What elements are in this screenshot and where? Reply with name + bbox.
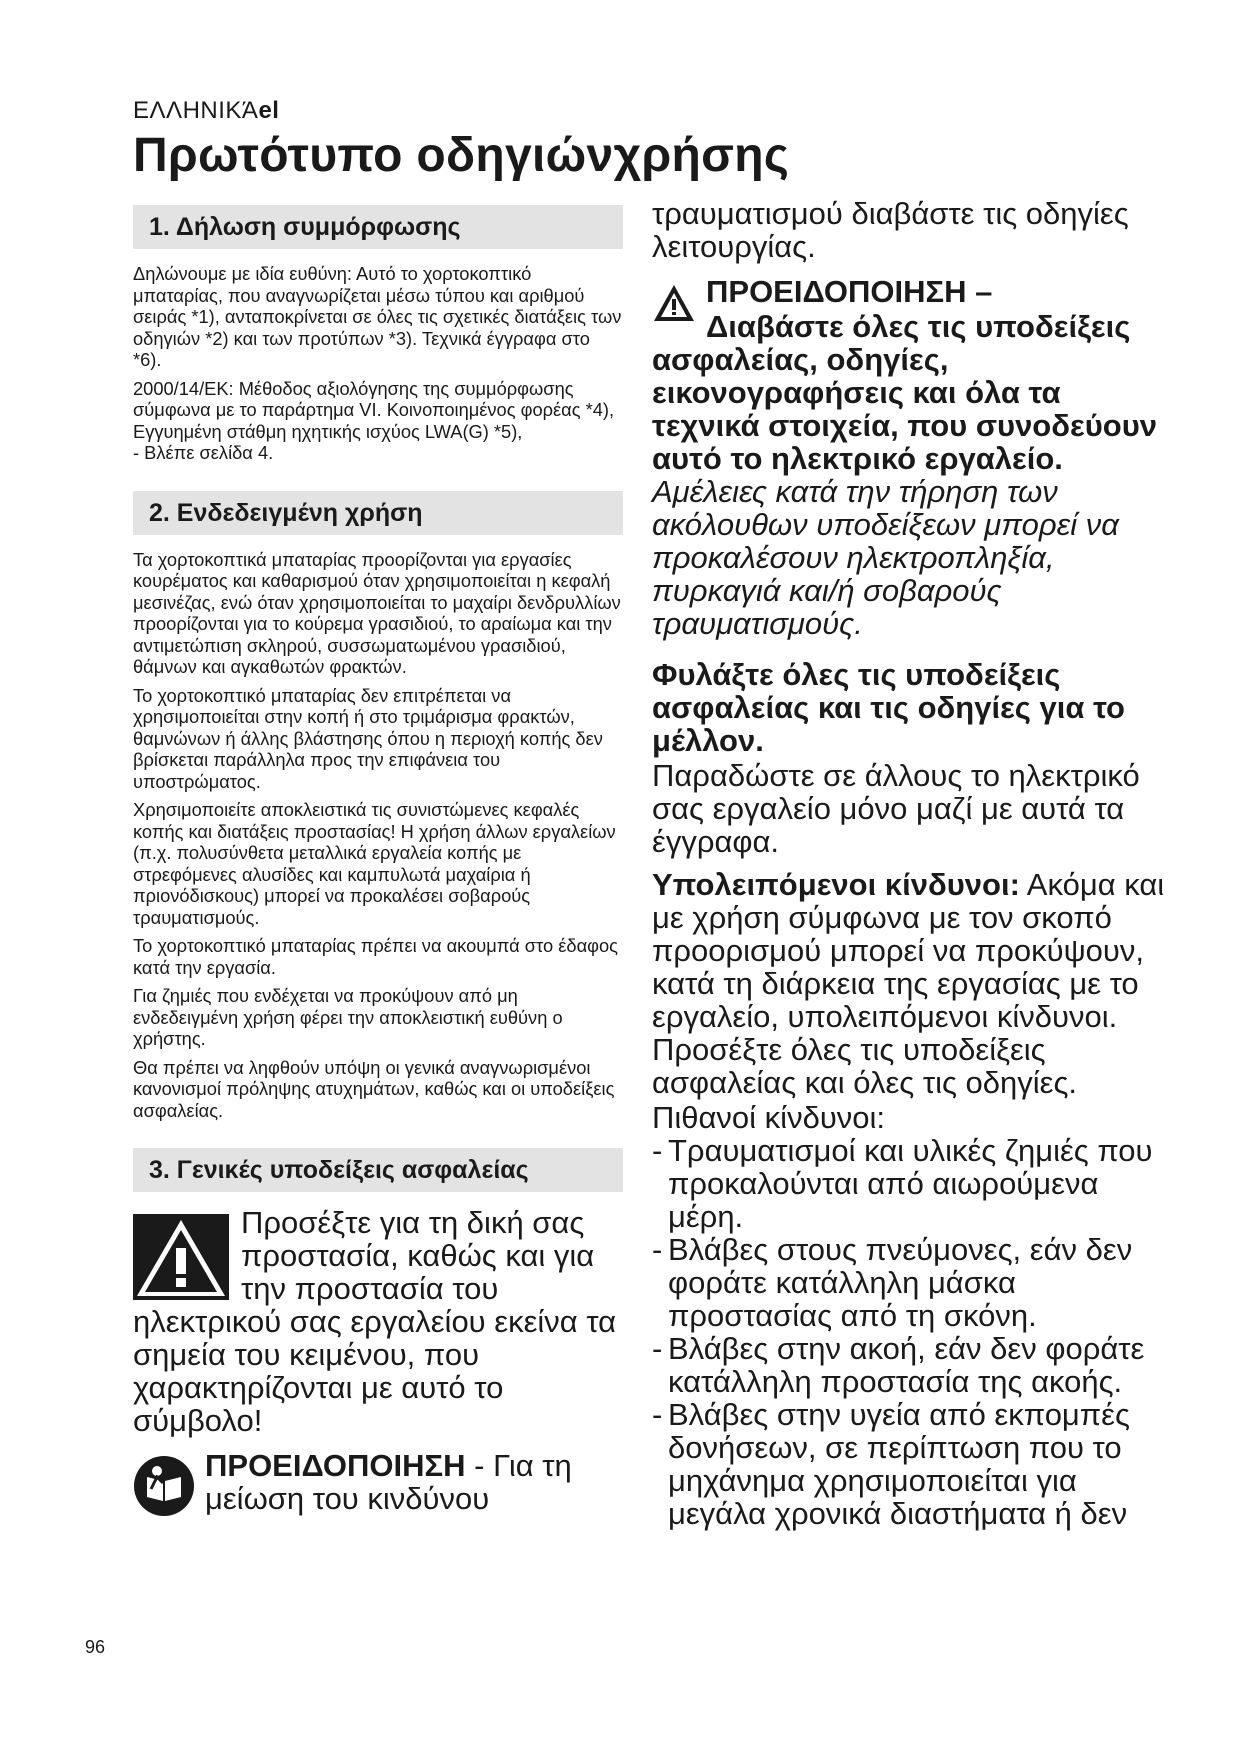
list-item: - Τραυματισμοί και υλικές ζημιές που προκαλούνται από αιωρούμενα μέρη.: [652, 1133, 1153, 1234]
paragraph: Το χορτοκοπτικό μπαταρίας δεν επιτρέπεται να χρησιμοποιείται στην κοπή ή στο τριμάρισμα φρακτών, θαμνώνων ή άλλης βλάστησης όπου η περιοχή κοπής δεν βρίσκεται παράλληλα προς την επιφάνεια του υποστρώματος.: [133, 684, 603, 792]
paragraph: Θα πρέπει να ληφθούν υπόψη οι γενικά αναγνωρισμένοι κανονισμοί πρόληψης ατυχημάτων, καθώς και οι υποδείξεις ασφαλείας.: [133, 1056, 615, 1121]
pass-on-text: Παραδώστε σε άλλους το ηλεκτρικό σας εργαλείο μόνο μαζί με αυτά τα έγγραφα.: [652, 758, 1140, 859]
warning-label: ΠΡΟΕΙΔΟΠΟΙΗΣΗ –: [706, 274, 993, 309]
paragraph: Δηλώνουμε με ιδία ευθύνη: Αυτό το χορτοκοπτικό μπαταρίας, που αναγνωρίζεται μέσω τύπου και αριθμού σειράς *1), ανταποκρίνεται σε όλες τις σχετικές διατάξεις των οδηγιών *2) και των προτύπων *3). Τεχνικά έγγραφα στο *6).: [133, 263, 622, 370]
paragraph: Τα χορτοκοπτικά μπαταρίας προορίζονται για εργασίες κουρέματος και καθαρισμού όταν χρησιμοποιείται η κεφαλή μεσινέζας, ενώ όταν χρησιμοποιείται το μαχαίρι δενδρυλλίων προορίζονται για το κούρεμα γρασιδιού, το αραίωμα και την αντιμετώπιση σκληρού, συσσωματωμένου γρασιδιού, θάμνων και αγκαθωτών φρακτών.: [133, 548, 621, 677]
continuation-text: τραυματισμού διαβάστε τις οδηγίες λειτουργίας.: [652, 196, 1129, 264]
paragraph: 2000/14/ΕΚ: Μέθοδος αξιολόγησης της συμμόρφωσης σύμφωνα με το παράρτημα VI. Κοινοποιημένος φορέας *4), Εγγυημένη στάθμη ηχητικής ισχύος LWA(G) *5),: [133, 377, 615, 442]
warning-italic-text: Αμέλειες κατά την τήρηση των ακόλουθων υποδείξεων μπορεί να προκαλέσουν ηλεκτροπληξία, πυρκαγιά και/ή σοβαρούς τραυματισμούς.: [652, 474, 1119, 641]
observe-text: Προσέξτε όλες τις υποδείξεις ασφαλείας και όλες τις οδηγίες.: [652, 1032, 1078, 1100]
language-code: el: [258, 97, 280, 124]
warning-symbol-text: Προσέξτε για τη δική σας προστασία, καθώς και για την προστασία του ηλεκτρικού σας εργαλείου εκείνα τα σημεία του κειμένου, που χαρακτηρίζονται με αυτό το σύμβολο!: [133, 1205, 617, 1438]
section-heading-3: 3. Γενικές υποδείξεις ασφαλείας: [133, 1148, 623, 1192]
danger-list: [652, 1134, 1172, 1530]
residual-risks-text: Ακόμα και με χρήση σύμφωνα με τον σκοπό προορισμού μπορεί να προκύψουν, κατά τη διάρκεια της εργασίας με το εργαλείο, υπολειπόμενοι κίνδυνοι.: [652, 867, 1165, 1034]
warning-symbol-note: [133, 1206, 623, 1437]
warning-triangle-icon: [652, 283, 696, 323]
paragraph: Για ζημιές που ενδέχεται να προκύψουν από μη ενδεδειγμένη χρήση φέρει την αποκλειστική ευθύνη ο χρήστης.: [133, 985, 563, 1049]
warning-bold-text: Διαβάστε όλες τις υποδείξεις ασφαλείας, οδηγίες, εικονογραφήσεις και όλα τα τεχνικά στοιχεία, που συνοδεύουν αυτό το ηλεκτρικό εργαλείο.: [652, 309, 1158, 476]
read-manual-icon: [133, 1455, 195, 1517]
list-item: - Βλάβες στην υγεία από εκπομπές δονήσεων, σε περίπτωση που το μηχάνημα χρησιμοποιείται για μεγάλα χρονικά διαστήματα ή δεν: [652, 1397, 1130, 1531]
section-heading-2: 2. Ενδεδειγμένη χρήση: [133, 491, 623, 535]
section-heading-1: 1. Δήλωση συμμόρφωσης: [133, 205, 623, 249]
warning-triangle-icon: [133, 1214, 229, 1300]
read-manual-note: [133, 1449, 623, 1517]
language-name: ΕΛΛΗΝΙΚΆ: [133, 97, 259, 124]
paragraph: Το χορτοκοπτικό μπαταρίας πρέπει να ακουμπά στο έδαφος κατά την εργασία.: [133, 935, 618, 978]
list-item: - Βλάβες στους πνεύμονες, εάν δεν φοράτε κατάλληλη μάσκα προστασίας από τη σκόνη.: [652, 1232, 1133, 1333]
possible-risks-label: Πιθανοί κίνδυνοι:: [652, 1100, 886, 1135]
read-warning-text: - Για τη μείωση του κινδύνου: [205, 1448, 572, 1516]
paragraph: - Βλέπε σελίδα 4.: [133, 442, 274, 463]
paragraph: Χρησιμοποιείτε αποκλειστικά τις συνιστώμενες κεφαλές κοπής και διατάξεις προστασίας! Η χρήση άλλων εργαλείων (π.χ. πολυσύνθετα μεταλλικά εργαλεία κοπής με στρεφόμενες αλυσίδες και καμπυλωτά μαχαίρια ή πριονόδισκους) μπορεί να προκαλέσει σοβαρούς τραυματισμούς.: [133, 799, 616, 928]
read-warning-label: ΠΡΟΕΙΔΟΠΟΙΗΣΗ: [205, 1448, 466, 1483]
language-header: [133, 97, 279, 125]
residual-risks-label: Υπολειπόμενοι κίνδυνοι:: [652, 867, 1020, 902]
keep-instructions-text: Φυλάξτε όλες τις υποδείξεις ασφαλείας και τις οδηγίες για το μέλλον.: [652, 657, 1125, 758]
page-number: 96: [85, 1637, 106, 1657]
right-column: [652, 197, 1172, 1530]
page-title: Πρωτότυπο οδηγιώνχρήσης: [133, 129, 790, 182]
list-item: - Βλάβες στην ακοή, εάν δεν φοράτε κατάλληλη προστασία της ακοής.: [652, 1331, 1145, 1399]
left-column: [133, 205, 623, 1517]
